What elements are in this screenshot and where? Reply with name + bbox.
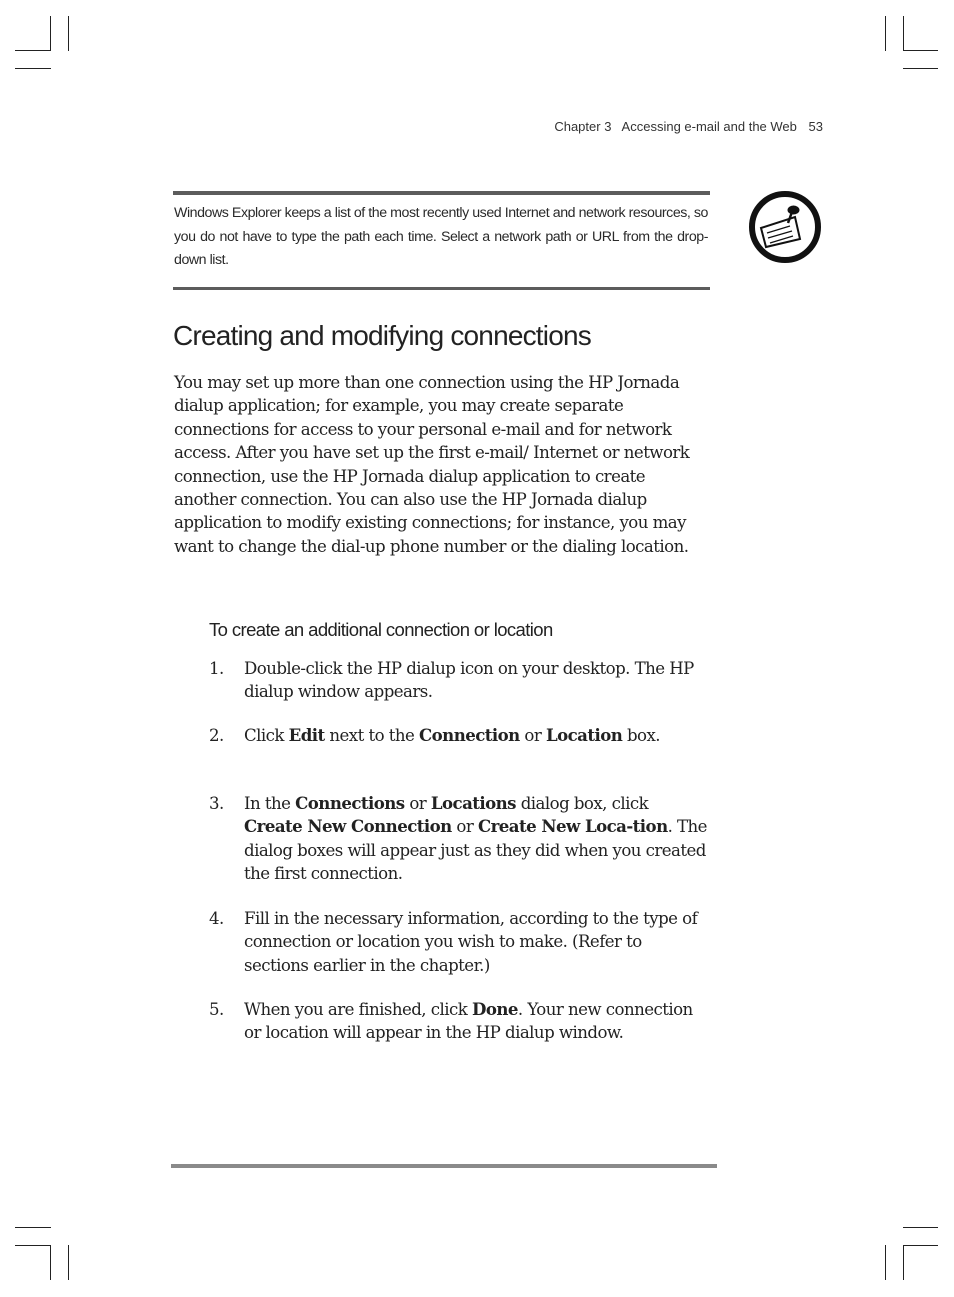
edit-term: Edit	[288, 725, 325, 745]
step-number: 3.	[209, 794, 224, 813]
crop-mark	[903, 68, 938, 69]
crop-mark	[903, 1245, 904, 1280]
crop-mark	[885, 1245, 886, 1280]
crop-mark	[903, 50, 938, 51]
step-number: 5.	[209, 1000, 224, 1019]
step-4	[209, 907, 709, 977]
chapter-label: Chapter 3	[554, 119, 612, 134]
connection-term: Connection	[419, 725, 520, 745]
step-text: Fill in the necessary information, according to the type of connection or location you wish to make. (Refer to sections earlier in the chapter.)	[244, 909, 698, 975]
crop-mark	[68, 16, 69, 51]
tip-text: Windows Explorer keeps a list of the most recently used Internet and network resources, so you do not have to type the path each time. Select a network path or URL from the drop-down list.	[174, 205, 708, 268]
crop-mark	[15, 1245, 51, 1246]
step-number: 4.	[209, 909, 224, 928]
crop-mark	[15, 68, 51, 69]
crop-mark	[68, 1245, 69, 1280]
step-text: When you are finished, click Done. Your new connection or location will appear in the HP dialup window.	[244, 999, 693, 1043]
done-term: Done	[472, 999, 518, 1019]
page-number: 53	[808, 119, 823, 134]
step-number: 2.	[209, 726, 224, 745]
crop-mark	[15, 1227, 51, 1228]
intro-paragraph: You may set up more than one connection using the HP Jornada dialup application; for example, you may create separate connections for access to your personal e-mail and for network access. After you have set up the first e-mail/ Internet or network connection, use the HP Jornada dialup application to create another connection. You can also use the HP Jornada dialup application to modify existing connections; for instance, you may want to change the dial-up phone number or the dialing location.	[174, 373, 690, 556]
location-term: Location	[545, 725, 623, 745]
footer-rule	[171, 1164, 717, 1168]
step-2	[209, 724, 709, 747]
running-head	[554, 119, 823, 134]
step-text: Double-click the HP dialup icon on your desktop. The HP dialup window appears.	[244, 659, 694, 702]
step-text: In the Connections or Locations dialog box, click Create New Connection or Create New Loca-tion. The dialog boxes will appear just as they did when you created the first connection.	[244, 793, 707, 884]
tip-top-rule	[173, 191, 710, 195]
crop-mark	[50, 1245, 51, 1280]
crop-mark	[903, 1227, 938, 1228]
connections-term: Connections	[295, 793, 405, 813]
create-new-location-term: Create New Loca-tion	[477, 816, 668, 837]
step-1	[209, 657, 709, 704]
crop-mark	[15, 50, 51, 51]
step-text: Click Edit next to the Connection or Location box.	[244, 725, 661, 745]
chapter-title: Accessing e-mail and the Web	[621, 119, 797, 134]
crop-mark	[903, 1245, 938, 1246]
section-title: Creating and modifying connections	[173, 320, 591, 351]
step-3	[209, 792, 709, 886]
step-5	[209, 998, 709, 1045]
create-new-connection-term: Create New Connection	[244, 816, 452, 837]
crop-mark	[885, 16, 886, 51]
pinned-note-icon	[748, 190, 822, 264]
procedure-title: To create an additional connection or location	[209, 619, 553, 640]
locations-term: Locations	[430, 793, 516, 813]
crop-mark	[903, 16, 904, 51]
tip-bottom-rule	[173, 287, 710, 290]
step-number: 1.	[209, 659, 224, 678]
crop-mark	[50, 16, 51, 51]
